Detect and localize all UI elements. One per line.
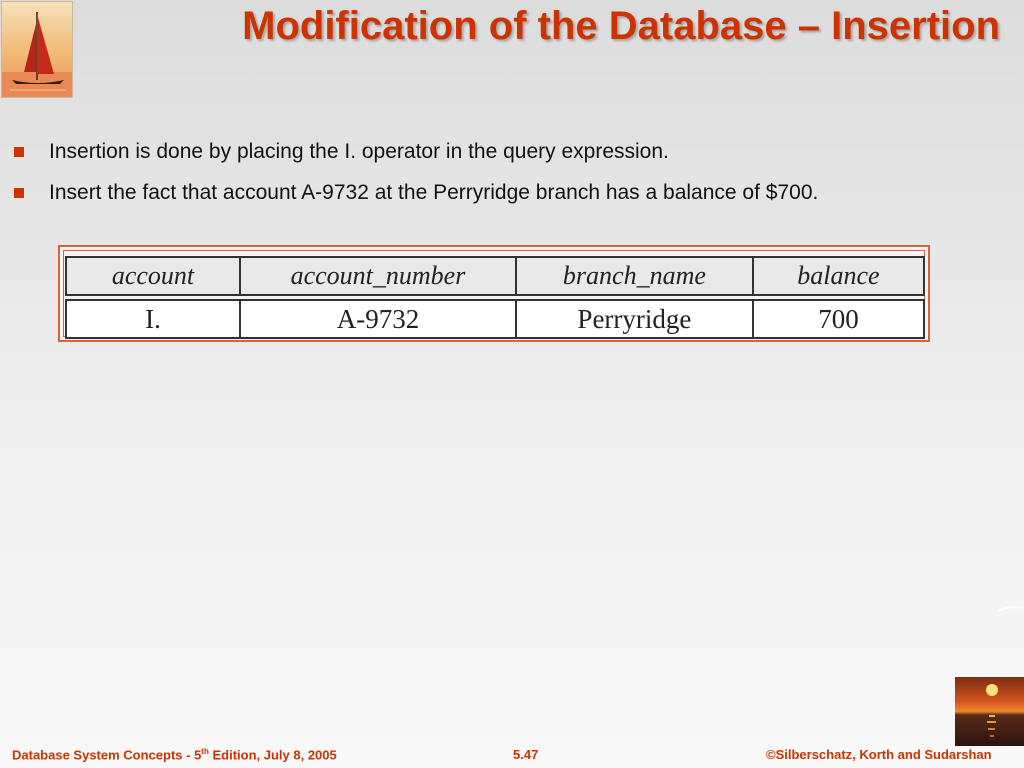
sunset-logo bbox=[955, 677, 1024, 746]
operator-cell: I. bbox=[66, 300, 240, 338]
table-cell: 700 bbox=[753, 300, 924, 338]
decorative-stroke bbox=[996, 604, 1024, 614]
footer-book-suffix: Edition, July 8, 2005 bbox=[208, 747, 337, 763]
bullet-list bbox=[14, 137, 818, 219]
square-bullet-icon bbox=[14, 147, 24, 157]
footer-superscript: th bbox=[201, 747, 209, 756]
table-name-cell: account bbox=[66, 257, 240, 295]
column-header: account_number bbox=[240, 257, 516, 295]
table-cell: A-9732 bbox=[240, 300, 516, 338]
footer-copyright: ©Silberschatz, Korth and Sudarshan bbox=[766, 747, 992, 762]
square-bullet-icon bbox=[14, 188, 24, 198]
qbe-table-figure bbox=[58, 245, 930, 342]
bullet-item bbox=[14, 178, 818, 219]
table-row bbox=[66, 300, 924, 338]
column-header: branch_name bbox=[516, 257, 753, 295]
bullet-text: Insert the fact that account A-9732 at the Perryridge branch has a balance of $700. bbox=[49, 181, 819, 204]
column-header: balance bbox=[753, 257, 924, 295]
qbe-table bbox=[65, 256, 925, 339]
table-cell: Perryridge bbox=[516, 300, 753, 338]
slide-title: Modification of the Database – Insertion bbox=[242, 4, 1000, 48]
bullet-text: Insertion is done by placing the I. operator in the query expression. bbox=[49, 140, 669, 163]
footer-book-title bbox=[12, 747, 337, 762]
bullet-item bbox=[14, 137, 818, 178]
table-header-row bbox=[66, 257, 924, 295]
footer-page-number: 5.47 bbox=[513, 747, 539, 762]
footer-book-prefix: Database System Concepts - 5 bbox=[12, 747, 202, 763]
